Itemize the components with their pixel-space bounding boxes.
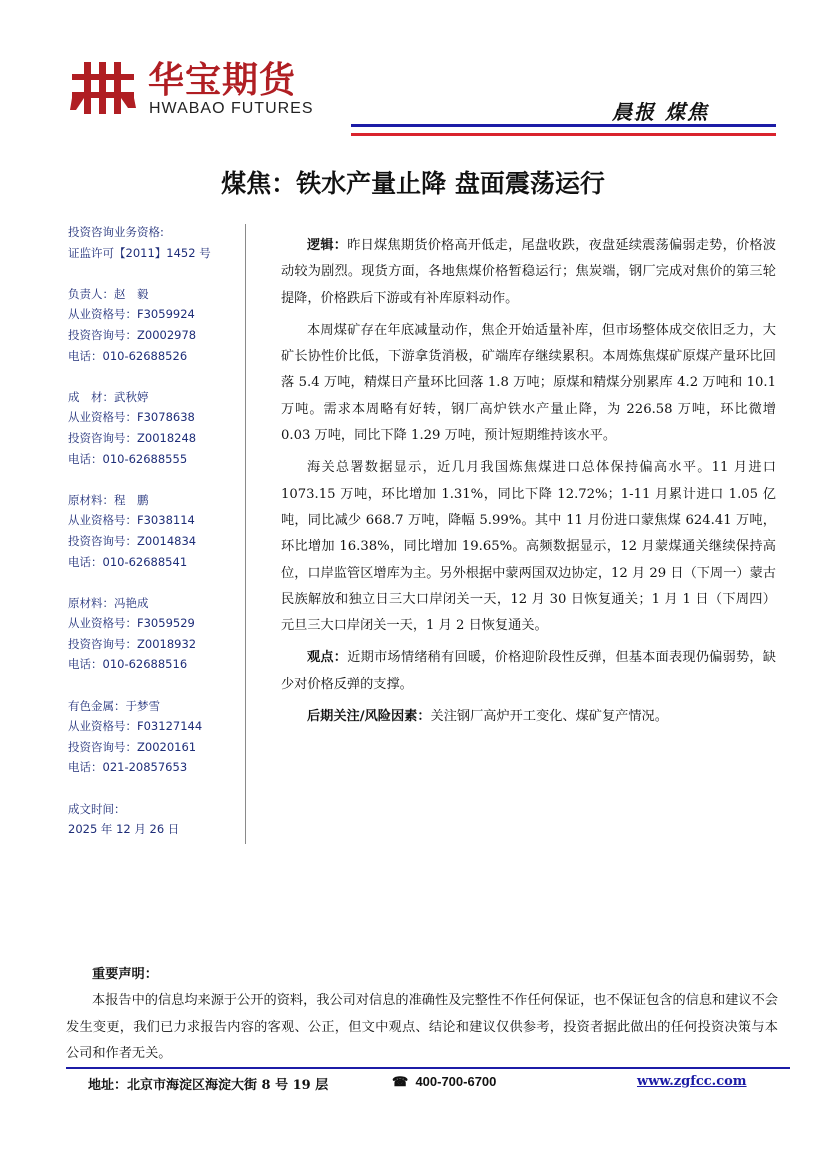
report-type: 晨报 煤焦 — [612, 100, 709, 124]
sidebar-line: 从业资格号：F3038114 — [68, 513, 195, 528]
sidebar-line: 证监许可【2011】1452 号 — [68, 245, 211, 260]
date-block — [68, 799, 238, 840]
paragraph-text: 海关总署数据显示，近几月我国炼焦煤进口总体保持偏高水平。11 月进口 1073.15 万吨，环比增加 1.31%，同比下降 12.72%；1-11 月累计进口 1.05 亿吨，同比减少 668.7 万吨，降幅 5.99%。其中 11 月份进口蒙焦煤 624.41 万吨，环比增加 16.38%，同比增加 19.65%。高频数据显示，12 月蒙煤通关继续保持高位，口岸监管区增库为主。另外根据中蒙两国双边协定，12 月 29 日（下周一）蒙古民族解放和独立日三大口岸闭关一天，12 月 30 日恢复通关；1 月 1 日（下周四）元旦三大口岸闭关一天，1 月 2 日恢复通关。 — [281, 460, 776, 634]
analyst-block — [68, 593, 238, 675]
paragraph-label: 逻辑： — [307, 238, 348, 253]
footer-address: 地址：北京市海淀区海淀大街 8 号 19 层 — [88, 1078, 329, 1093]
paragraph-supply-demand — [281, 318, 776, 449]
sidebar-line: 从业资格号：F3078638 — [68, 410, 195, 425]
sidebar-line: 成文时间： — [68, 801, 126, 816]
header-divider-red — [351, 133, 776, 136]
analyst-block — [68, 387, 238, 469]
qualification-block — [68, 222, 238, 263]
sidebar-line: 原材料：冯艳成 — [68, 595, 149, 610]
footer-phone — [392, 1074, 496, 1090]
sidebar-line: 电话：010-62688526 — [68, 348, 188, 363]
footer-website-link[interactable]: www.zgfcc.com — [637, 1074, 747, 1089]
sidebar-line: 原材料：程 鹏 — [68, 492, 149, 507]
analyst-sidebar — [68, 222, 238, 860]
analyst-block — [68, 696, 238, 778]
disclaimer — [66, 962, 778, 1067]
sidebar-line: 从业资格号：F3059924 — [68, 307, 195, 322]
paragraph-risk — [281, 704, 776, 730]
paragraph-logic — [281, 233, 776, 312]
sidebar-line: 电话：010-62688541 — [68, 554, 188, 569]
company-logo — [70, 60, 315, 118]
sidebar-line: 电话：010-62688555 — [68, 451, 188, 466]
sidebar-line: 投资咨询号：Z0020161 — [68, 739, 197, 754]
logo-chinese-name: 华宝期货 — [148, 60, 297, 101]
page-title: 煤焦：铁水产量止降 盘面震荡运行 — [221, 169, 605, 198]
paragraph-text: 关注钢厂高炉开工变化、煤矿复产情况。 — [430, 709, 668, 725]
logo-english-name: HWABAO FUTURES — [149, 100, 314, 117]
sidebar-line: 有色金属：于梦雪 — [68, 698, 160, 713]
paragraph-text: 昨日煤焦期货价格高开低走，尾盘收跌，夜盘延续震荡偏弱走势，价格波动较为剧烈。现货方面，各地焦煤价格暂稳运行；焦炭端，钢厂完成对焦价的第三轮提降，价格跌后下游或有补库原料动作。 — [281, 238, 776, 306]
header-divider-blue — [351, 124, 776, 127]
sidebar-line: 投资咨询号：Z0014834 — [68, 533, 197, 548]
sidebar-line: 从业资格号：F3059529 — [68, 616, 195, 631]
report-body — [281, 233, 776, 736]
hwabao-logo-icon — [70, 60, 136, 116]
paragraph-text: 近期市场情绪稍有回暖，价格迎阶段性反弹，但基本面表现仍偏弱势，缺少对价格反弹的支撑。 — [281, 650, 776, 692]
analyst-block — [68, 490, 238, 572]
sidebar-line: 电话：021-20857653 — [68, 760, 188, 775]
analyst-block — [68, 284, 238, 366]
paragraph-label: 观点： — [307, 650, 348, 666]
sidebar-line: 2025 年 12 月 26 日 — [68, 822, 180, 837]
sidebar-line: 投资咨询号：Z0018248 — [68, 430, 197, 445]
disclaimer-body: 本报告中的信息均来源于公开的资料，我公司对信息的准确性及完整性不作任何保证，也不保证包含的信息和建议不会发生变更，我们已力求报告内容的客观、公正，但文中观点、结论和建议仅供参考，投资者据此做出的任何投资决策与本公司和作者无关。 — [66, 993, 778, 1061]
sidebar-line: 成 材：武秋婷 — [68, 389, 149, 404]
paragraph-imports — [281, 455, 776, 639]
footer-divider — [66, 1067, 790, 1069]
sidebar-line: 投资咨询号：Z0018932 — [68, 636, 197, 651]
sidebar-line: 从业资格号：F03127144 — [68, 719, 203, 734]
sidebar-line: 投资咨询号：Z0002978 — [68, 327, 197, 342]
phone-number: 400-700-6700 — [415, 1074, 497, 1089]
telephone-icon: ☎ — [392, 1074, 409, 1089]
paragraph-text: 本周煤矿存在年底减量动作，焦企开始适量补库，但市场整体成交依旧乏力，大矿长协性价比低，下游拿货消极，矿端库存继续累积。本周炼焦煤矿原煤产量环比回落 5.4 万吨，精煤日产量环比回落 1.8 万吨；原煤和精煤分别累库 4.2 万吨和 10.1 万吨。需求本周略有好转，钢厂高炉铁水产量止降，为 226.58 万吨，环比微增 0.03 万吨，同比下降 1.29 万吨，预计短期维持该水平。 — [281, 322, 776, 444]
disclaimer-title: 重要声明： — [92, 967, 158, 982]
paragraph-view — [281, 645, 776, 698]
paragraph-label: 后期关注/风险因素： — [307, 709, 431, 725]
sidebar-line: 负责人：赵 毅 — [68, 286, 149, 301]
column-divider — [245, 224, 246, 844]
sidebar-line: 投资咨询业务资格: — [68, 225, 164, 239]
sidebar-line: 电话：010-62688516 — [68, 657, 188, 672]
